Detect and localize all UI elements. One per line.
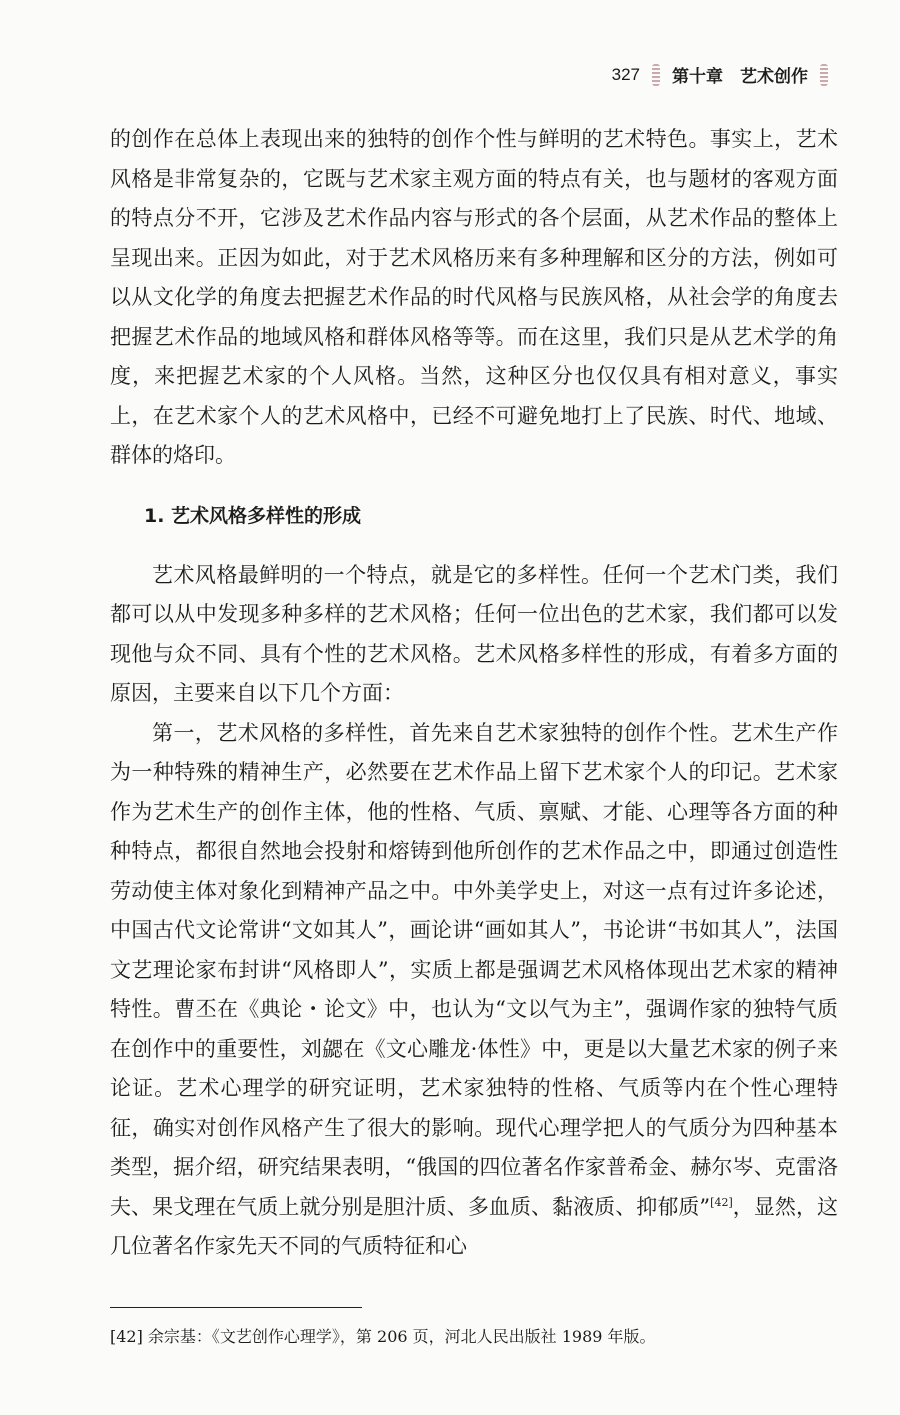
paragraph — [110, 714, 838, 1267]
footnote: [42] 余宗基：《文艺创作心理学》，第 206 页，河北人民出版社 1989 年版。 — [110, 1327, 656, 1346]
section-heading: 1. 艺术风格多样性的形成 — [144, 504, 362, 527]
body-text — [110, 120, 838, 1267]
ornament-icon — [820, 64, 828, 86]
footnote-reference: [42] — [710, 1195, 733, 1209]
paragraph-text: 第一，艺术风格的多样性，首先来自艺术家独特的创作个性。艺术生产作为一种特殊的精神生产，必然要在艺术作品上留下艺术家个人的印记。艺术家作为艺术生产的创作主体，他的性格、气质、禀赋、才能、心理等各方面的种种特点，都很自然地会投射和熔铸到他所创作的艺术作品之中，即通过创造性劳动使主体对象化到精神产品之中。中外美学史上，对这一点有过许多论述，中国古代文论常讲“文如其人”，画论讲“画如其人”，书论讲“书如其人”，法国文艺理论家布封讲“风格即人”，实质上都是强调艺术风格体现出艺术家的精神特性。曹丕在《典论・论文》中，也认为“文以气为主”，强调作家的独特气质在创作中的重要性，刘勰在《文心雕龙·体性》中，更是以大量艺术家的例子来论证。艺术心理学的研究证明，艺术家独特的性格、气质等内在个性心理特征，确实对创作风格产生了很大的影响。现代心理学把人的气质分为四种基本类型，据介绍，研究结果表明，“俄国的四位著名作家普希金、赫尔岑、克雷洛夫、果戈理在气质上就分别是胆汁质、多血质、黏液质、抑郁质” — [110, 720, 838, 1219]
chapter-title: 第十章 艺术创作 — [672, 67, 808, 87]
paragraph: 艺术风格最鲜明的一个特点，就是它的多样性。任何一个艺术门类，我们都可以从中发现多种多样的艺术风格；任何一位出色的艺术家，我们都可以发现他与众不同、具有个性的艺术风格。艺术风格多样性的形成，有着多方面的原因，主要来自以下几个方面： — [110, 562, 838, 705]
paragraph-text: ，显然，这几位著名作家先天不同的气质特征和心 — [110, 1194, 839, 1258]
paragraph: 的创作在总体上表现出来的独特的创作个性与鲜明的艺术特色。事实上，艺术风格是非常复杂的，它既与艺术家主观方面的特点有关，也与题材的客观方面的特点分不开，它涉及艺术作品内容与形式的各个层面，从艺术作品的整体上呈现出来。正因为如此，对于艺术风格历来有多种理解和区分的方法，例如可以从文化学的角度去把握艺术作品的时代风格与民族风格，从社会学的角度去把握艺术作品的地域风格和群体风格等等。而在这里，我们只是从艺术学的角度，来把握艺术家的个人风格。当然，这种区分也仅仅具有相对意义，事实上，在艺术家个人的艺术风格中，已经不可避免地打上了民族、时代、地域、群体的烙印。 — [110, 127, 838, 467]
footnote-separator — [110, 1307, 362, 1308]
running-header — [612, 62, 828, 87]
ornament-icon — [652, 64, 660, 86]
page-number: 327 — [611, 64, 640, 84]
